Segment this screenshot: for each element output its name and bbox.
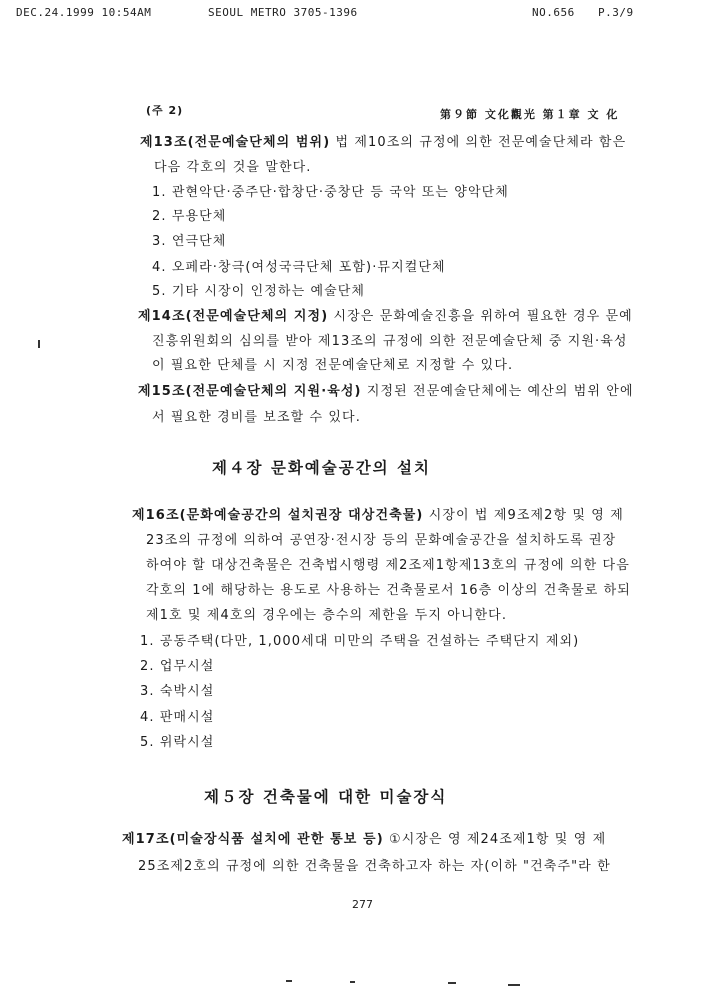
chapter-4-heading: 제４장 문화예술공간의 설치 [212,459,431,477]
article-14-text: 시장은 문화예술진흥을 위하여 필요한 경우 문예 [328,309,633,324]
article-16-title: 제16조(문화예술공간의 설치권장 대상건축물) [132,508,424,523]
article-15-line-1 [138,380,634,399]
article-14-line-3: 이 필요한 단체를 시 지정 전문예술단체로 지정할 수 있다. [152,358,514,373]
article-13-line-1 [140,131,626,150]
fax-datetime: DEC.24.1999 10:54AM [16,6,152,19]
doc-section-header: 第９節 文化觀光 第１章 文 化 [440,108,620,121]
article-16-text: 시장이 법 제9조제2항 및 영 제 [423,508,624,523]
article-16-line-5: 제1호 및 제4호의 경우에는 층수의 제한을 두지 아니한다. [146,608,508,623]
article-15-line-2: 서 필요한 경비를 보조할 수 있다. [152,410,361,425]
article-16-item-1: 1. 공동주택(다만, 1,000세대 미만의 주택을 건설하는 주택단지 제외) [140,634,580,649]
article-13-text: 법 제10조의 규정에 의한 전문예술단체라 함은 [330,135,627,150]
article-17-line-2: 25조제2호의 규정에 의한 건축물을 건축하고자 하는 자(이하 "건축주"라 한 [138,859,611,874]
article-15-text: 지정된 전문예술단체에는 예산의 범위 안에 [361,384,634,399]
article-16-item-5: 5. 위락시설 [140,735,215,750]
article-13-title: 제13조(전문예술단체의 범위) [140,135,331,150]
article-15-title: 제15조(전문예술단체의 지원·육성) [138,384,362,399]
scan-speck [508,984,520,986]
article-17-text: ①시장은 영 제24조제1항 및 영 제 [383,832,607,847]
article-16-line-3: 하여야 할 대상건축물은 건축법시행령 제2조제1항제13호의 규정에 의한 다음 [146,558,630,573]
scan-speck [350,981,355,983]
fax-sender: SEOUL METRO 3705-1396 [208,6,358,19]
article-13-item-2: 2. 무용단체 [152,209,227,224]
article-13-item-4: 4. 오페라·창극(여성국극단체 포함)·뮤지컬단체 [152,260,446,275]
scan-speck [38,340,40,348]
scan-speck [286,980,292,982]
article-16-item-4: 4. 판매시설 [140,710,215,725]
article-13-item-5: 5. 기타 시장이 인정하는 예술단체 [152,284,366,299]
scan-speck [448,982,456,984]
article-14-line-1 [138,305,633,324]
article-17-line-1 [122,828,606,847]
article-16-line-1 [132,504,624,523]
article-14-line-2: 진흥위원회의 심의를 받아 제13조의 규정에 의한 전문예술단체 중 지원·육성 [152,334,628,349]
article-13-item-3: 3. 연극단체 [152,234,227,249]
doc-note: (주 2) [146,104,184,117]
article-13-line-2: 다음 각호의 것을 말한다. [154,160,312,175]
fax-page: P.3/9 [598,6,634,19]
article-16-line-2: 23조의 규정에 의하여 공연장·전시장 등의 문화예술공간을 설치하도록 권장 [146,533,617,548]
chapter-5-heading: 제５장 건축물에 대한 미술장식 [204,788,448,806]
article-17-title: 제17조(미술장식품 설치에 관한 통보 등) [122,832,384,847]
article-16-line-4: 각호의 1에 해당하는 용도로 사용하는 건축물로서 16층 이상의 건축물로 하되 [146,583,631,598]
article-14-title: 제14조(전문예술단체의 지정) [138,309,329,324]
article-13-item-1: 1. 관현악단·중주단·합창단·중창단 등 국악 또는 양악단체 [152,185,509,200]
article-16-item-2: 2. 업무시설 [140,659,215,674]
fax-number: NO.656 [532,6,575,19]
article-16-item-3: 3. 숙박시설 [140,684,215,699]
page-number: 277 [352,898,373,911]
